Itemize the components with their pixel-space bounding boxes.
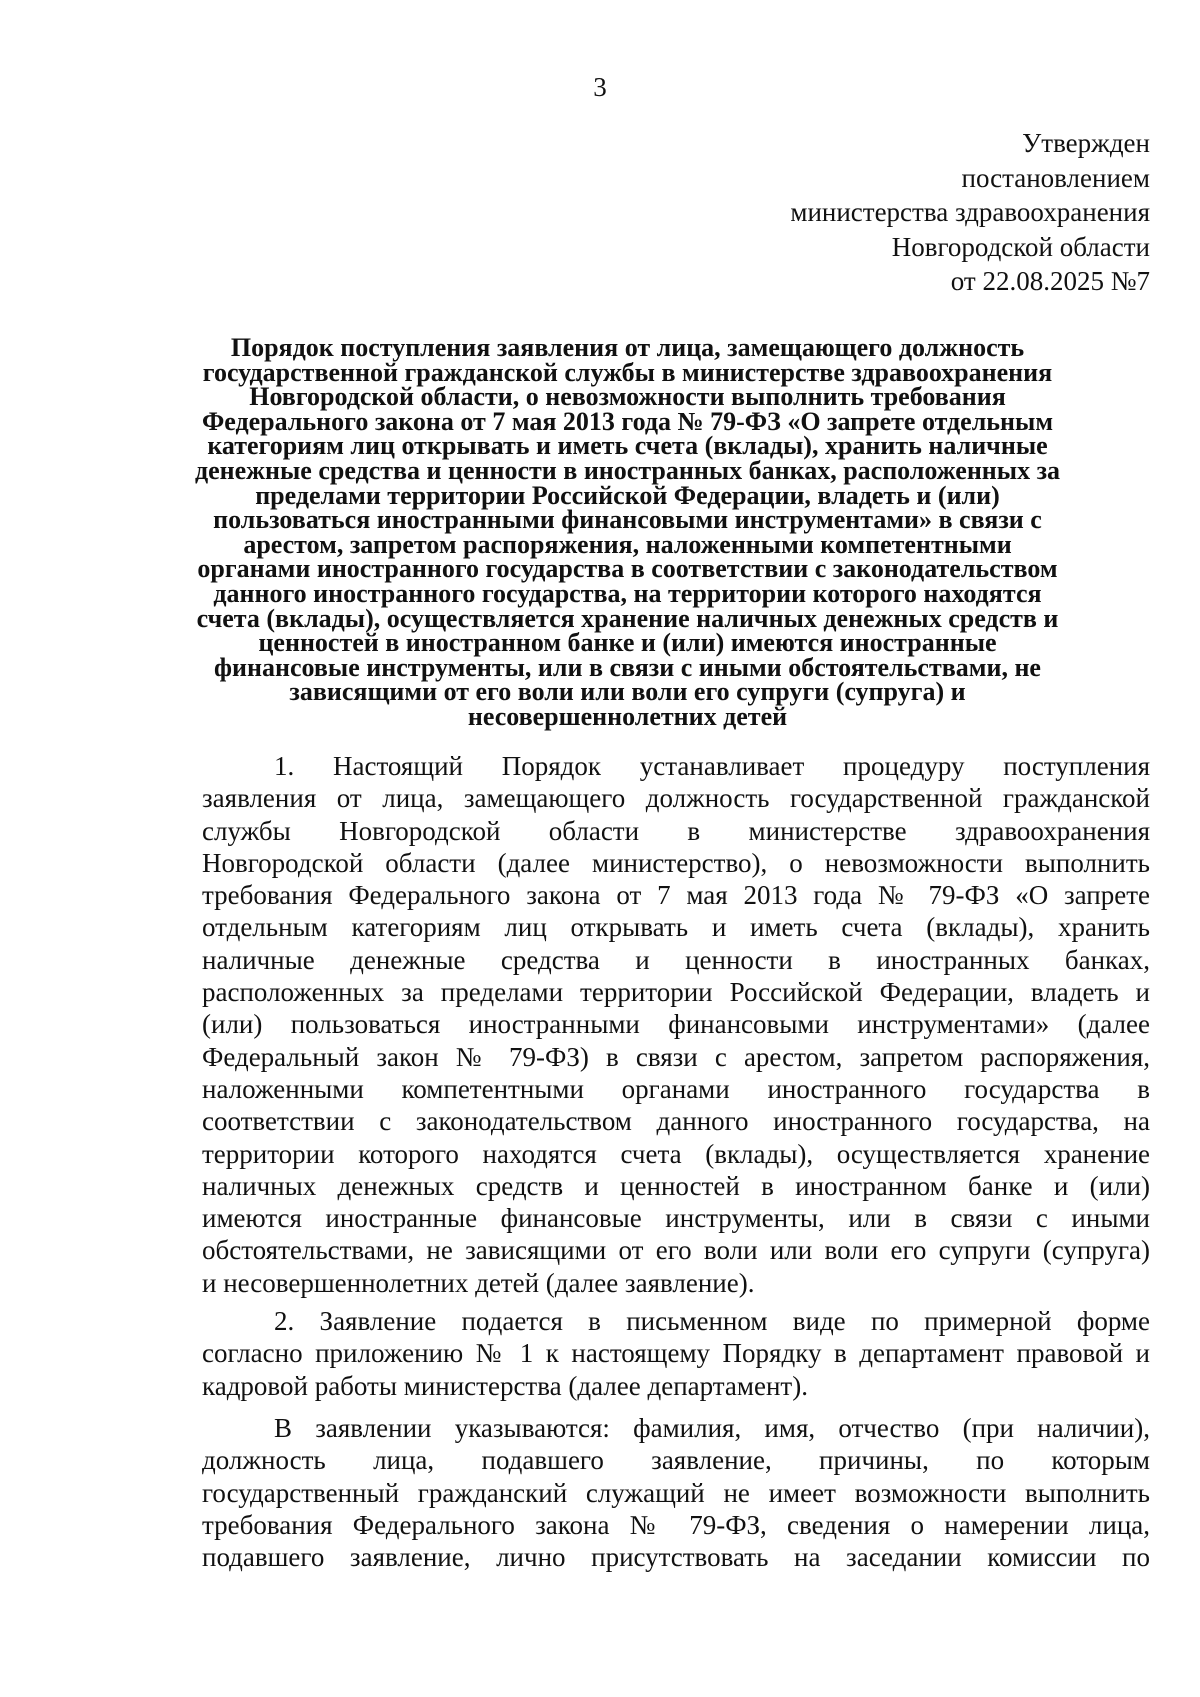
paragraph-3: [202, 1412, 1150, 1573]
text-line: должность лица, подавшего заявление, причины, по которым: [202, 1445, 1150, 1476]
title-line: органами иностранного государства в соответствии с законодательством: [197, 554, 1058, 584]
title-line: зависящими от его воли или воли его супруги (супруга) и: [289, 677, 966, 707]
title-line: государственной гражданской службы в министерстве здравоохранения: [202, 357, 1053, 387]
text-line: отдельным категориям лиц открывать и иметь счета (вклады), хранить: [202, 912, 1150, 943]
title-line: несовершеннолетних детей: [467, 701, 788, 731]
text-line: и несовершеннолетних детей (далее заявление).: [202, 1267, 755, 1298]
text-line: наличных денежных средств и ценностей в иностранном банке и (или): [202, 1170, 1150, 1201]
paragraph-gap: [202, 1402, 1150, 1412]
title-line: данного иностранного государства, на территории которого находятся: [213, 578, 1042, 608]
text-line: В заявлении указываются: фамилия, имя, отчество (при наличии),: [274, 1412, 1150, 1443]
text-line: наложенными компетентными органами иностранного государства в: [202, 1073, 1150, 1104]
document-body: [202, 750, 1150, 1573]
title-line: Федерального закона от 7 мая 2013 года № 79-ФЗ «О запрете отдельным: [201, 406, 1054, 436]
text-line: кадровой работы министерства (далее департамент).: [202, 1370, 808, 1401]
text-line: территории которого находятся счета (вклады), осуществляется хранение: [202, 1138, 1150, 1169]
text-line: требования Федерального закона № 79-ФЗ, сведения о намерении лица,: [202, 1509, 1150, 1540]
title-line: пределами территории Российской Федерации, владеть и (или): [255, 480, 1000, 510]
title-line: арестом, запретом распоряжения, наложенными компетентными: [243, 529, 1012, 559]
title-line: счета (вклады), осуществляется хранение наличных денежных средств и: [196, 603, 1059, 633]
text-line: 1. Настоящий Порядок устанавливает процедуру поступления: [274, 751, 1150, 781]
text-line: расположенных за пределами территории Российской Федерации, владеть и: [202, 977, 1150, 1008]
page-number: 3: [593, 72, 607, 102]
approval-date-number: от 22.08.2025 №7: [950, 266, 1150, 296]
title-line: Новгородской области, о невозможности выполнить требования: [249, 382, 1006, 412]
title-line: финансовые инструменты, или в связи с иными обстоятельствами, не: [214, 652, 1041, 682]
text-line: Новгородской области (далее министерство), о невозможности выполнить: [202, 847, 1150, 878]
title-line: категориям лиц открывать и иметь счета (вклады), хранить наличные: [207, 431, 1048, 461]
text-line: согласно приложению № 1 к настоящему Порядку в департамент правовой и: [202, 1338, 1150, 1369]
text-line: обстоятельствами, не зависящими от его воли или воли его супруги (супруга): [202, 1235, 1150, 1266]
approval-line: Утвержден: [1022, 128, 1150, 158]
text-line: требования Федерального закона от 7 мая 2013 года № 79-ФЗ «О запрете: [202, 880, 1150, 911]
approval-line: Новгородской области: [891, 231, 1150, 262]
approval-block: [550, 126, 1150, 299]
title-line: Порядок поступления заявления от лица, замещающего должность: [230, 333, 1025, 362]
text-line: соответствии с законодательством данного иностранного государства, на: [202, 1106, 1150, 1137]
text-line: государственный гражданский служащий не имеет возможности выполнить: [202, 1477, 1150, 1508]
title-line: пользоваться иностранными финансовыми инструментами» в связи с: [213, 505, 1042, 535]
text-line: подавшего заявление, лично присутствовать на заседании комиссии по: [202, 1542, 1150, 1573]
text-line: (или) пользоваться иностранными финансовыми инструментами» (далее: [202, 1009, 1150, 1040]
text-line: имеются иностранные финансовые инструменты, или в связи с иными: [202, 1203, 1150, 1234]
text-line: наличные денежные средства и ценности в иностранных банках,: [202, 944, 1150, 975]
paragraph-1: [202, 750, 1150, 1299]
approval-line: министерства здравоохранения: [790, 197, 1150, 227]
title-line: денежные средства и ценности в иностранных банках, расположенных за: [194, 455, 1061, 485]
paragraph-2: [202, 1305, 1150, 1402]
document-title: [150, 333, 1105, 731]
text-line: службы Новгородской области в министерстве здравоохранения: [202, 815, 1150, 846]
text-line: 2. Заявление подается в письменном виде по примерной форме: [274, 1306, 1150, 1337]
text-line: заявления от лица, замещающего должность государственной гражданской: [202, 783, 1150, 814]
title-line: ценностей в иностранном банке и (или) имеются иностранные: [258, 628, 997, 658]
approval-line: постановлением: [961, 162, 1150, 193]
text-line: Федеральный закон № 79-ФЗ) в связи с арестом, запретом распоряжения,: [202, 1041, 1150, 1072]
